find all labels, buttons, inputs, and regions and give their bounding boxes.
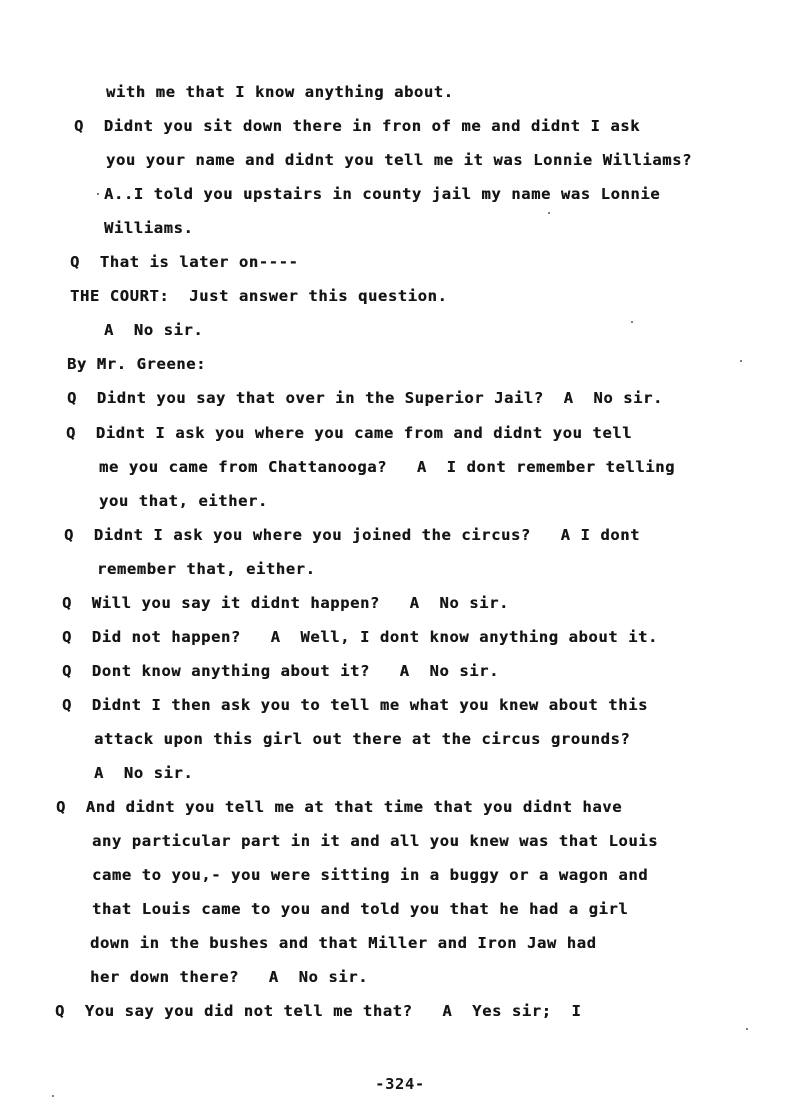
transcript-line: THE COURT: Just answer this question. <box>70 287 448 305</box>
transcript-line: you your name and didnt you tell me it was Lonnie Williams? <box>106 151 692 169</box>
transcript-line: Q Did not happen? A Well, I dont know anything about it. <box>62 628 658 646</box>
transcript-line: remember that, either. <box>97 560 316 578</box>
transcript-line: A No sir. <box>104 321 204 339</box>
transcript-line: down in the bushes and that Miller and Iron Jaw had <box>90 934 597 952</box>
transcript-line: Q You say you did not tell me that? A Yes sir; I <box>55 1002 582 1020</box>
transcript-line: A..I told you upstairs in county jail my name was Lonnie <box>104 185 661 203</box>
transcript-line: Q Didnt you say that over in the Superior Jail? A No sir. <box>67 389 663 407</box>
transcript-line: with me that I know anything about. <box>106 83 454 101</box>
transcript-line: Williams. <box>104 219 194 237</box>
transcript-line: Q Didnt I ask you where you joined the circus? A I dont <box>64 526 641 544</box>
transcript-line: me you came from Chattanooga? A I dont remember telling <box>99 458 676 476</box>
transcript-line: By Mr. Greene: <box>67 355 207 373</box>
transcript-line: Q Didnt I then ask you to tell me what you knew about this <box>62 696 648 714</box>
transcript-line: Q Didnt you sit down there in fron of me and didnt I ask <box>74 117 641 135</box>
scan-speck <box>746 1028 748 1030</box>
scan-speck <box>52 1095 54 1097</box>
transcript-line: came to you,- you were sitting in a buggy or a wagon and <box>92 866 649 884</box>
transcript-line: A No sir. <box>94 764 194 782</box>
scan-speck <box>97 193 99 195</box>
transcript-line: attack upon this girl out there at the circus grounds? <box>94 730 631 748</box>
transcript-line: her down there? A No sir. <box>90 968 369 986</box>
scan-speck <box>548 212 550 214</box>
transcript-line: Q Will you say it didnt happen? A No sir. <box>62 594 509 612</box>
scan-speck <box>631 321 633 323</box>
transcript-line: Q Didnt I ask you where you came from and didnt you tell <box>66 424 633 442</box>
transcript-line: you that, either. <box>99 492 268 510</box>
transcript-line: Q That is later on---- <box>70 253 299 271</box>
scan-speck <box>740 360 742 362</box>
page-number: -324- <box>375 1075 425 1093</box>
transcript-line: that Louis came to you and told you that he had a girl <box>92 900 629 918</box>
transcript-line: any particular part in it and all you knew was that Louis <box>92 832 659 850</box>
transcript-line: Q Dont know anything about it? A No sir. <box>62 662 499 680</box>
transcript-line: Q And didnt you tell me at that time that you didnt have <box>56 798 623 816</box>
